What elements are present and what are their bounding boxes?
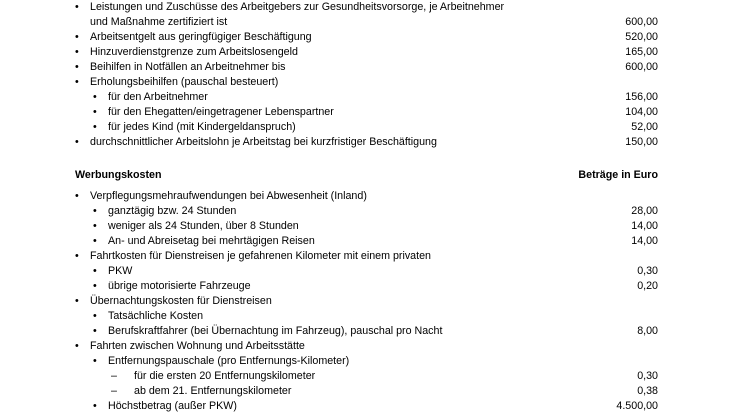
dash-marker: – <box>111 385 117 397</box>
sub-list-item <box>0 354 746 369</box>
item-value: 156,00 <box>625 91 658 103</box>
section-header <box>0 168 746 183</box>
bullet-marker: • <box>93 235 97 247</box>
sub-list-item <box>0 234 746 249</box>
item-text: PKW <box>108 265 133 277</box>
bullet-marker: • <box>75 295 79 307</box>
item-text: übrige motorisierte Fahrzeuge <box>108 280 251 292</box>
list-item <box>0 15 746 30</box>
item-value: 28,00 <box>631 205 658 217</box>
sub-list-item <box>0 399 746 414</box>
item-value: 8,00 <box>637 325 658 337</box>
bullet-marker: • <box>93 205 97 217</box>
sub-list-item <box>0 264 746 279</box>
item-text: Hinzuverdienstgrenze zum Arbeitslosengeld <box>90 46 298 58</box>
bullet-marker: • <box>75 61 79 73</box>
item-text: ganztägig bzw. 24 Stunden <box>108 205 237 217</box>
bullet-marker: • <box>75 136 79 148</box>
item-text: An- und Abreisetag bei mehrtägigen Reisen <box>108 235 315 247</box>
list-item <box>0 60 746 75</box>
item-text: Leistungen und Zuschüsse des Arbeitgebers zur Gesundheitsvorsorge, je Arbeitnehmer <box>90 1 505 13</box>
sub-list-item <box>0 120 746 135</box>
bullet-marker: • <box>93 106 97 118</box>
bullet-marker: • <box>93 220 97 232</box>
list-item <box>0 339 746 354</box>
sub-list-item <box>0 204 746 219</box>
item-value: 4.500,00 <box>616 400 658 412</box>
item-text: Entfernungspauschale (pro Entfernungs-Kilometer) <box>108 355 350 367</box>
bullet-marker: • <box>93 91 97 103</box>
sub-list-item <box>0 219 746 234</box>
item-value: 600,00 <box>625 16 658 28</box>
item-text: und Maßnahme zertifiziert ist <box>90 16 228 28</box>
item-text: für den Ehegatten/eingetragener Lebenspartner <box>108 106 334 118</box>
bullet-marker: • <box>93 355 97 367</box>
bullet-marker: • <box>75 340 79 352</box>
list-item <box>0 294 746 309</box>
sub-list-item <box>0 90 746 105</box>
list-item <box>0 75 746 90</box>
bullet-marker: • <box>75 190 79 202</box>
sub-sub-list-item <box>0 369 746 384</box>
bullet-marker: • <box>93 400 97 412</box>
list-item <box>0 189 746 204</box>
item-text: Übernachtungskosten für Dienstreisen <box>90 295 272 307</box>
item-text: weniger als 24 Stunden, über 8 Stunden <box>108 220 299 232</box>
item-text: Erholungsbeihilfen (pauschal besteuert) <box>90 76 279 88</box>
bullet-marker: • <box>75 76 79 88</box>
item-value: 0,20 <box>637 280 658 292</box>
bullet-marker: • <box>93 121 97 133</box>
item-text: Höchstbetrag (außer PKW) <box>108 400 237 412</box>
list-item <box>0 135 746 150</box>
bullet-marker: • <box>93 325 97 337</box>
item-value: 165,00 <box>625 46 658 58</box>
item-text: ab dem 21. Entfernungskilometer <box>134 385 292 397</box>
item-text: Verpflegungsmehraufwendungen bei Abwesenheit (Inland) <box>90 190 367 202</box>
item-value: 14,00 <box>631 235 658 247</box>
item-text: für den Arbeitnehmer <box>108 91 208 103</box>
bullet-marker: • <box>75 1 79 13</box>
item-value: 0,30 <box>637 265 658 277</box>
list-item <box>0 249 746 264</box>
bullet-marker: • <box>93 265 97 277</box>
bullet-marker: • <box>93 280 97 292</box>
item-value: 150,00 <box>625 136 658 148</box>
item-text: für jedes Kind (mit Kindergeldanspruch) <box>108 121 296 133</box>
list-item <box>0 45 746 60</box>
item-text: Beihilfen in Notfällen an Arbeitnehmer bis <box>90 61 286 73</box>
list-item <box>0 0 746 15</box>
item-value: 52,00 <box>631 121 658 133</box>
item-text: Berufskraftfahrer (bei Übernachtung im Fahrzeug), pauschal pro Nacht <box>108 325 443 337</box>
item-value: 600,00 <box>625 61 658 73</box>
item-value: 0,38 <box>637 385 658 397</box>
item-text: Fahrtkosten für Dienstreisen je gefahrenen Kilometer mit einem privaten <box>90 250 431 262</box>
item-text: für die ersten 20 Entfernungskilometer <box>134 370 316 382</box>
sub-list-item <box>0 279 746 294</box>
sub-list-item <box>0 309 746 324</box>
item-value: 104,00 <box>625 106 658 118</box>
bullet-marker: • <box>93 310 97 322</box>
bullet-marker: • <box>75 250 79 262</box>
item-text: Fahrten zwischen Wohnung und Arbeitsstätte <box>90 340 305 352</box>
amount-column-header: Beträge in Euro <box>578 169 658 181</box>
item-text: Tatsächliche Kosten <box>108 310 204 322</box>
dash-marker: – <box>111 370 117 382</box>
item-text: Arbeitsentgelt aus geringfügiger Beschäftigung <box>90 31 312 43</box>
sub-list-item <box>0 324 746 339</box>
section-title: Werbungskosten <box>75 169 162 181</box>
list-item <box>0 30 746 45</box>
item-value: 520,00 <box>625 31 658 43</box>
bullet-marker: • <box>75 46 79 58</box>
sub-list-item <box>0 105 746 120</box>
sub-sub-list-item <box>0 384 746 399</box>
item-text: durchschnittlicher Arbeitslohn je Arbeitstag bei kurzfristiger Beschäftigung <box>90 136 437 148</box>
item-value: 0,30 <box>637 370 658 382</box>
bullet-marker: • <box>75 31 79 43</box>
item-value: 14,00 <box>631 220 658 232</box>
